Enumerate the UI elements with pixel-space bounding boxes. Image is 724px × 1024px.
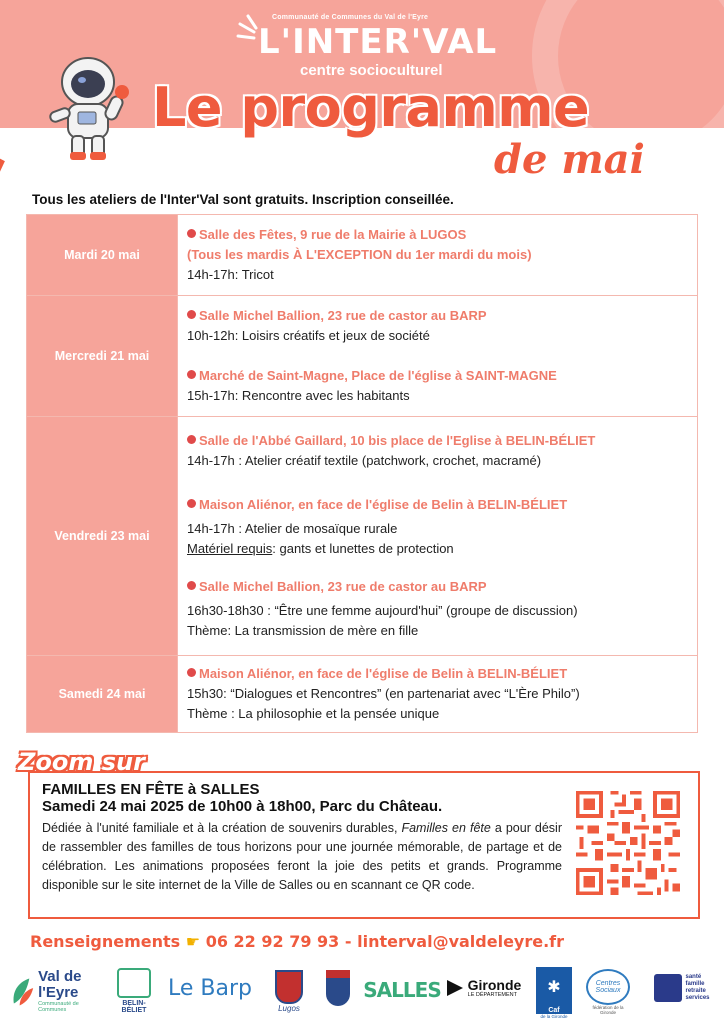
centres-sociaux-name: Centres Sociaux (586, 969, 630, 1005)
activity-line: 15h-17h: Rencontre avec les habitants (187, 388, 410, 403)
schedule-row (27, 296, 698, 417)
msa-line: retraite (685, 988, 706, 994)
location-text: Marché de Saint-Magne, Place de l'église à SAINT-MAGNE (199, 368, 557, 383)
centres-sociaux-logo (584, 964, 632, 1020)
location-line (187, 495, 687, 515)
description-part: a pour désir de rassembler des familles de tous horizons pour une journée mémorable, de partage et de célébration. Les animations proposées feront la joie des petits et grands. Programme disponible sur le site internet de la Ville de Salles ou en scannant ce QR code. (42, 821, 562, 892)
location-pin-icon (187, 499, 196, 508)
activity-note (187, 539, 687, 559)
qr-code[interactable] (572, 787, 684, 899)
day-cell: Mardi 20 mai (27, 215, 178, 296)
zoom-description (42, 819, 562, 895)
activity-theme: Thème: La transmission de mère en fille (187, 623, 419, 638)
organization-name: Communauté de Communes du Val de l'Eyre (272, 14, 429, 21)
caf-sub: de la Gironde (540, 1014, 568, 1019)
location-line (187, 366, 687, 386)
day-cell: Mercredi 21 mai (27, 296, 178, 417)
msa-line: santé (685, 974, 702, 980)
activity-line: 16h30-18h30 : “Être une femme aujourd'hui” (groupe de discussion) (187, 603, 578, 618)
location-line (187, 577, 687, 597)
coat-of-arms-shield-icon (326, 970, 350, 1006)
location-text: Salle de l'Abbé Gaillard, 10 bis place de l'Eglise à BELIN-BÉLIET (199, 433, 596, 448)
le-barp-logo (164, 964, 256, 1012)
note-text: : gants et lunettes de protection (272, 541, 454, 556)
contact-separator: - (344, 932, 352, 951)
astronaut-illustration (38, 52, 138, 162)
belin-logo (114, 964, 154, 1018)
intro-text: Tous les ateliers de l'Inter'Val sont gratuits. Inscription conseillée. (32, 192, 454, 207)
day-cell: Samedi 24 mai (27, 656, 178, 733)
location-line (187, 225, 687, 245)
location-text: Salle des Fêtes, 9 rue de la Mairie à LUGOS (199, 227, 467, 242)
val-eyre-leaf-icon (10, 974, 35, 1008)
schedule-row (27, 417, 698, 656)
sun-rays-icon (232, 14, 258, 44)
val-eyre-sub: Communauté de Communes (38, 1001, 79, 1013)
note-label: Matériel requis (187, 541, 273, 556)
contact-label: Renseignements (30, 932, 181, 951)
activity-line: 14h-17h : Atelier créatif textile (patchwork, crochet, macramé) (187, 453, 542, 468)
schedule-table (26, 214, 698, 733)
activity-line: 14h-17h : Atelier de mosaïque rurale (187, 521, 398, 536)
location-pin-icon (187, 229, 196, 238)
belin-emblem (117, 968, 151, 998)
location-line (187, 431, 687, 451)
activity-line: 10h-12h: Loisirs créatifs et jeux de société (187, 328, 430, 343)
msa-emblem-icon (654, 974, 682, 1002)
lugos-logo (272, 964, 306, 1018)
pointing-hand-icon: ☛ (185, 932, 201, 951)
caf-name: Caf (536, 1007, 572, 1014)
caf-snowflake-icon: ✱ (536, 967, 572, 1007)
brand-subtitle: centre socioculturel (300, 62, 443, 79)
coat-of-arms-logo (322, 964, 354, 1012)
activity-line: 15h30: “Dialogues et Rencontres” (en partenariat avec “L'Ère Philo”) (187, 686, 580, 701)
activity-line: 14h-17h: Tricot (187, 267, 274, 282)
lugos-shield-icon (275, 970, 303, 1004)
gironde-name: Gironde (467, 977, 522, 993)
page-title: Le programme (152, 76, 590, 139)
contact-phone[interactable]: 06 22 92 79 93 (205, 932, 340, 951)
activity-theme: Thème : La philosophie et la pensée unique (187, 706, 440, 721)
location-note: (Tous les mardis À L'EXCEPTION du 1er mardi du mois) (187, 247, 532, 262)
belin-name: BELIN-BÉLIET (121, 1000, 147, 1014)
location-text: Maison Aliénor, en face de l'église de Belin à BELIN-BÉLIET (199, 497, 568, 512)
gironde-logo (438, 964, 528, 1012)
location-pin-icon (187, 581, 196, 590)
zoom-label: Zoom sur (18, 748, 145, 776)
location-text: Maison Aliénor, en face de l'église de Belin à BELIN-BÉLIET (199, 666, 568, 681)
msa-logo (644, 964, 720, 1012)
val-eyre-logo (10, 964, 106, 1018)
description-emphasis: Familles en fête (401, 821, 491, 835)
location-text: Salle Michel Ballion, 23 rue de castor au BARP (199, 579, 487, 594)
page-title-month: de mai (494, 136, 645, 180)
le-barp-name: Le Barp (168, 975, 252, 1001)
gironde-sub: LE DÉPARTEMENT (467, 992, 517, 998)
msa-line: services (685, 995, 710, 1001)
zoom-event-title: FAMILLES EN FÊTE à SALLES (42, 781, 260, 798)
description-part: Dédiée à l'unité familiale et à la création de souvenirs durables, (42, 821, 402, 835)
schedule-row (27, 656, 698, 733)
val-eyre-name: Val de l'Eyre (38, 968, 82, 1001)
location-pin-icon (187, 310, 196, 319)
salles-name: SALLES (363, 978, 441, 1002)
day-cell: Vendredi 23 mai (27, 417, 178, 656)
partner-logos (0, 964, 724, 1024)
location-line (187, 306, 687, 326)
location-text: Salle Michel Ballion, 23 rue de castor au BARP (199, 308, 487, 323)
contact-email[interactable]: linterval@valdeleyre.fr (357, 932, 565, 951)
location-pin-icon (187, 435, 196, 444)
info-cell (178, 656, 698, 733)
location-pin-icon (187, 668, 196, 677)
zoom-box (28, 771, 700, 919)
zoom-event-date: Samedi 24 mai 2025 de 10h00 à 18h00, Parc du Château. (42, 798, 443, 815)
caf-logo (534, 964, 574, 1022)
gironde-arrow-icon (445, 978, 465, 998)
header-banner (0, 0, 724, 180)
zoom-content (42, 781, 562, 895)
msa-line: famille (685, 981, 705, 987)
brand-name: L'INTER'VAL (258, 22, 498, 62)
location-pin-icon (187, 370, 196, 379)
lugos-name: Lugos (278, 1003, 300, 1013)
info-cell (178, 215, 698, 296)
contact-line (30, 932, 564, 951)
salles-logo (363, 964, 441, 1016)
info-cell (178, 296, 698, 417)
schedule-row (27, 215, 698, 296)
info-cell (178, 417, 698, 656)
centres-sociaux-sub: fédération de la Gironde (592, 1005, 624, 1015)
location-line (187, 664, 687, 684)
